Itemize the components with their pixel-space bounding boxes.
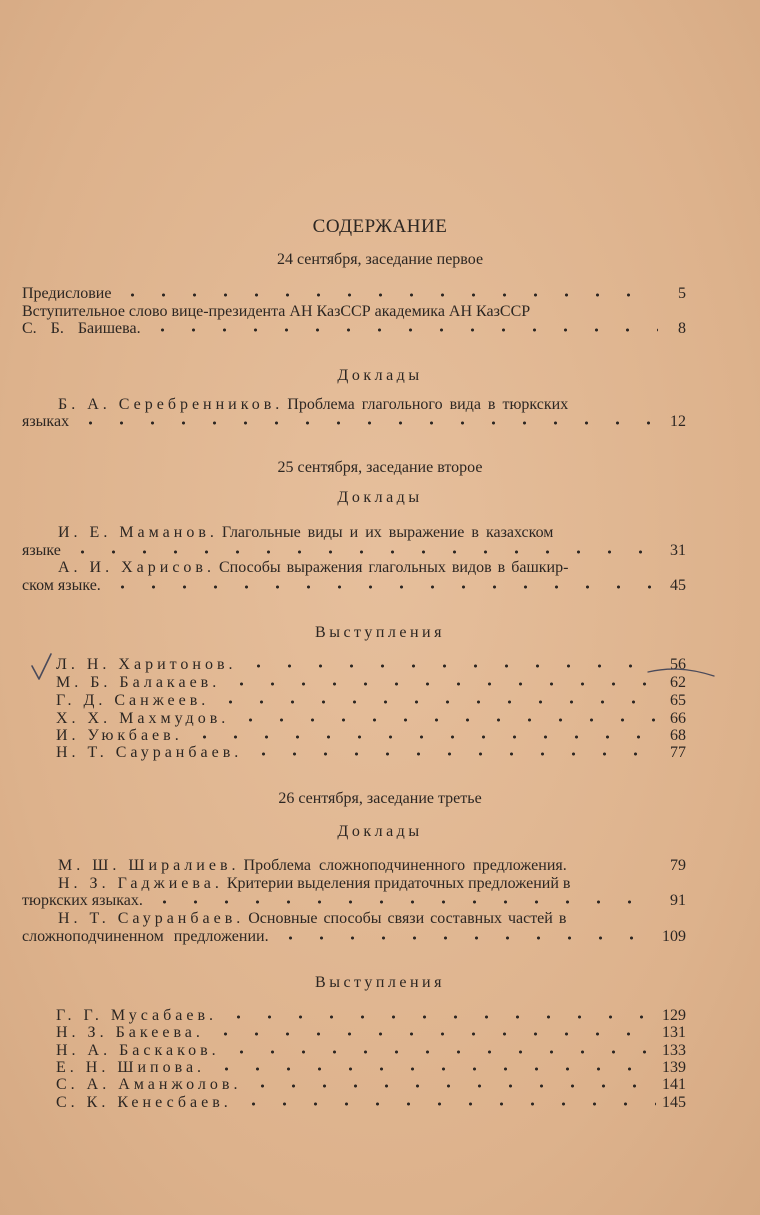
toc-entry xyxy=(56,1093,686,1113)
dot-leader xyxy=(226,675,658,689)
dot-leader xyxy=(211,1060,656,1074)
dot-leader xyxy=(210,1025,656,1039)
section-heading-reports: Доклады xyxy=(337,823,423,840)
dot-leader xyxy=(189,728,658,742)
entry-title: Предисловие xyxy=(22,285,112,302)
page-number: 145 xyxy=(662,1094,686,1111)
toc-entry xyxy=(56,655,686,675)
speaker-name: Н. Т. Сауранбаев. xyxy=(56,744,243,761)
speaker-name: Г. Г. Мусабаев. xyxy=(56,1007,218,1024)
report-first-line xyxy=(58,909,686,929)
section-heading-speeches: Выступления xyxy=(315,624,445,641)
toc-entry xyxy=(22,891,686,911)
session-heading-1: 24 сентября, заседание первое xyxy=(276,251,484,268)
dot-leader xyxy=(223,1008,656,1022)
dot-leader xyxy=(226,1043,656,1057)
report-author: Н. З. Гаджиева. xyxy=(58,875,223,892)
pencil-checkmark-icon xyxy=(30,652,54,682)
dot-leader xyxy=(117,286,658,300)
report-first-line xyxy=(58,856,567,876)
dot-leader xyxy=(75,414,658,428)
page-number: 65 xyxy=(670,692,686,709)
dot-leader xyxy=(147,321,658,335)
toc-entry xyxy=(58,856,686,876)
page-number: 31 xyxy=(670,542,686,559)
page-number: 45 xyxy=(670,577,686,594)
toc-entry xyxy=(22,284,686,304)
report-first-line xyxy=(58,523,686,543)
report-title: Критерии выделения придаточных предложений в xyxy=(226,875,571,892)
pencil-underline-mark-icon xyxy=(646,662,716,680)
speaker-name: Н. А. Баскаков. xyxy=(56,1042,220,1059)
page-number: 131 xyxy=(662,1024,686,1041)
section-heading-speeches: Выступления xyxy=(315,974,445,991)
toc-entry xyxy=(56,743,686,763)
entry-title: языках xyxy=(22,413,70,430)
entry-title: сложноподчиненном предложении. xyxy=(22,928,269,945)
speaker-name: Н. З. Бакеева. xyxy=(56,1024,204,1041)
toc-entry xyxy=(22,927,686,947)
page-number: 56 xyxy=(670,656,686,673)
report-author: И. Е. Маманов. xyxy=(58,524,218,541)
dot-leader xyxy=(67,543,658,557)
toc-entry xyxy=(22,412,686,432)
toc-entry xyxy=(56,673,686,693)
dot-leader xyxy=(275,929,656,943)
section-heading-reports: Доклады xyxy=(337,367,423,384)
page-number: 5 xyxy=(678,285,686,302)
speaker-name: Г. Д. Санжеев. xyxy=(56,692,210,709)
report-title: Основные способы связи составных частей в xyxy=(248,910,567,927)
toc-entry xyxy=(22,576,686,596)
dot-leader xyxy=(149,893,658,907)
page-number: 139 xyxy=(662,1059,686,1076)
report-first-line xyxy=(58,558,686,578)
toc-title: СОДЕРЖАНИЕ xyxy=(312,216,448,237)
page-number: 12 xyxy=(670,413,686,430)
speaker-name: И. Уюкбаев. xyxy=(56,727,183,744)
page-number: 77 xyxy=(670,744,686,761)
report-author: Н. Т. Сауранбаев. xyxy=(58,910,245,927)
entry-title: С. Б. Баишева. xyxy=(22,320,141,337)
report-title: Проблема глагольного вида в тюркских xyxy=(287,396,569,413)
page-number: 91 xyxy=(670,892,686,909)
dot-leader xyxy=(247,1077,656,1091)
speaker-name: Х. Х. Махмудов. xyxy=(56,710,230,727)
report-title: Глагольные виды и их выражение в казахском xyxy=(221,524,554,541)
page-number: 141 xyxy=(662,1076,686,1093)
page-number: 8 xyxy=(678,320,686,337)
speaker-name: С. К. Кенесбаев. xyxy=(56,1094,232,1111)
toc-entry xyxy=(22,319,686,339)
dot-leader xyxy=(243,657,658,671)
dot-leader xyxy=(238,1095,656,1109)
speaker-name: С. А. Аманжолов. xyxy=(56,1076,242,1093)
entry-title: ском языке. xyxy=(22,577,101,594)
speaker-name: Е. Н. Шипова. xyxy=(56,1059,206,1076)
dot-leader xyxy=(248,745,658,759)
report-author: А. И. Харисов. xyxy=(58,559,215,576)
entry-title-line: Вступительное слово вице-президента АН КазССР академика АН КазССР xyxy=(22,303,531,320)
section-heading-reports: Доклады xyxy=(337,489,423,506)
session-heading-2: 25 сентября, заседание второе xyxy=(277,459,483,476)
page-number: 62 xyxy=(670,674,686,691)
session-heading-3: 26 сентября, заседание третье xyxy=(278,790,482,807)
entry-title: тюркских языках. xyxy=(22,892,143,909)
entry-title: языке xyxy=(22,542,61,559)
page-number: 129 xyxy=(662,1007,686,1024)
page-number: 66 xyxy=(670,710,686,727)
toc-entry xyxy=(56,1075,686,1095)
report-author: Б. А. Серебренников. xyxy=(58,396,284,413)
speaker-name: М. Б. Балакаев. xyxy=(56,674,221,691)
page-number: 133 xyxy=(662,1042,686,1059)
dot-leader xyxy=(107,578,658,592)
report-author: М. Ш. Ширалиев. xyxy=(58,857,240,874)
page-number: 79 xyxy=(670,857,686,874)
toc-entry xyxy=(56,1023,686,1043)
speaker-name: Л. Н. Харитонов. xyxy=(56,656,237,673)
report-title: Способы выражения глагольных видов в башкир- xyxy=(218,559,569,576)
toc-entry xyxy=(56,691,686,711)
dot-leader xyxy=(235,711,658,725)
report-title: Проблема сложноподчиненного предложения. xyxy=(243,857,567,874)
page-number: 109 xyxy=(662,928,686,945)
page-number: 68 xyxy=(670,727,686,744)
dot-leader xyxy=(215,693,658,707)
